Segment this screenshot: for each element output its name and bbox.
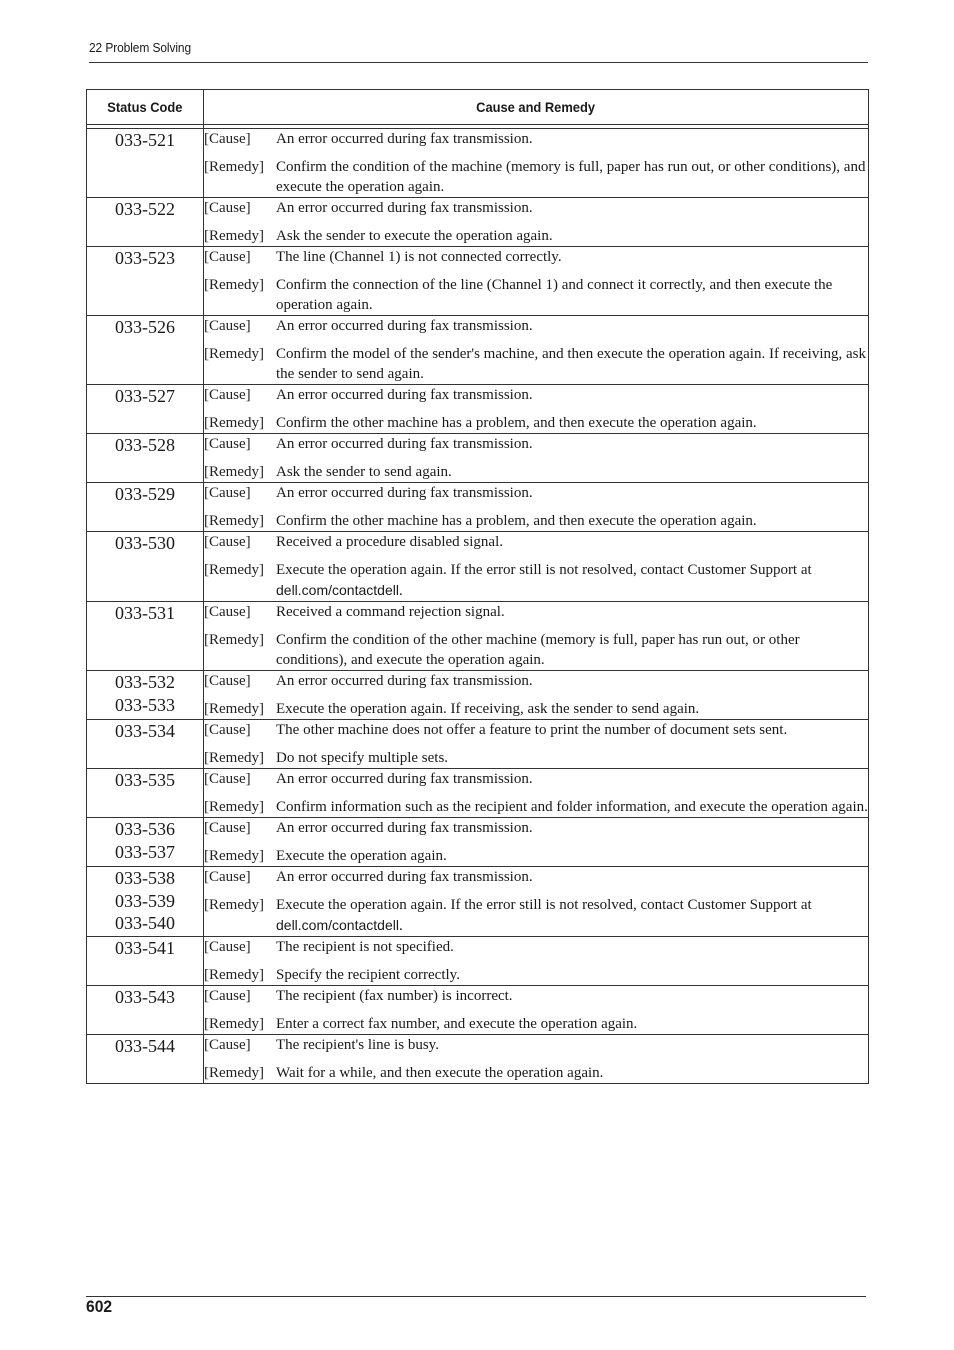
remedy-tag: [Remedy] (204, 632, 264, 648)
remedy-tag: [Remedy] (204, 513, 264, 529)
remedy-text: Confirm the other machine has a problem, and then execute the operation again. (276, 415, 757, 431)
remedy-text-wrap (276, 511, 868, 531)
remedy-tag: [Remedy] (204, 159, 264, 175)
remedy-text: Confirm information such as the recipient and folder information, and execute the operation again. (276, 799, 868, 815)
status-code-cell (87, 532, 204, 602)
table-row (87, 434, 869, 483)
status-code: 033-521 (115, 130, 175, 150)
remedy-text-end: . (398, 918, 403, 934)
table-header-row (87, 90, 869, 125)
cause-remedy-cell (204, 818, 869, 867)
status-code: 033-527 (115, 386, 175, 406)
cause-tag: [Cause] (204, 436, 251, 452)
remedy-tag: [Remedy] (204, 464, 264, 480)
table-row (87, 602, 869, 671)
remedy-tag: [Remedy] (204, 799, 264, 815)
cause-remedy-cell (204, 129, 869, 198)
status-code: 033-526 (115, 317, 175, 337)
cause-remedy-cell (204, 483, 869, 532)
remedy-line (204, 1063, 868, 1083)
remedy-text: Confirm the condition of the other machine (memory is full, paper has run out, or other conditions), and execute the operation again. (276, 632, 800, 668)
cause-line (204, 602, 868, 622)
status-code: 033-523 (115, 248, 175, 268)
cause-text: An error occurred during fax transmission. (276, 131, 533, 147)
status-code: 033-534 (115, 721, 175, 741)
remedy-text: Wait for a while, and then execute the operation again. (276, 1065, 604, 1081)
cause-text: Received a command rejection signal. (276, 604, 505, 620)
cause-line (204, 720, 868, 740)
cause-text: The recipient (fax number) is incorrect. (276, 988, 513, 1004)
table-row (87, 937, 869, 986)
cause-line (204, 867, 868, 887)
header-rule (89, 62, 868, 63)
remedy-text: Specify the recipient correctly. (276, 967, 460, 983)
status-code: 033-529 (115, 484, 175, 504)
status-code: 033-541 (115, 938, 175, 958)
table-body (87, 129, 869, 1084)
support-link[interactable]: dell.com/contactdell (276, 917, 399, 933)
cause-remedy-cell (204, 602, 869, 671)
remedy-text: Confirm the other machine has a problem, and then execute the operation again. (276, 513, 757, 529)
cause-remedy-cell (204, 986, 869, 1035)
remedy-text: Execute the operation again. If the error still is not resolved, contact Customer Support at (276, 897, 812, 913)
status-code: 033-535 (115, 770, 175, 790)
cause-tag: [Cause] (204, 673, 251, 689)
cause-remedy-cell (204, 1035, 869, 1084)
cause-text: An error occurred during fax transmission. (276, 387, 533, 403)
remedy-text: Execute the operation again. If the error still is not resolved, contact Customer Support at (276, 562, 812, 578)
table-row (87, 532, 869, 602)
remedy-tag: [Remedy] (204, 228, 264, 244)
cause-line (204, 769, 868, 789)
remedy-text: Do not specify multiple sets. (276, 750, 449, 766)
remedy-text-wrap (276, 226, 868, 246)
status-code: 033-537 (115, 841, 175, 862)
cause-remedy-cell (204, 937, 869, 986)
cause-tag: [Cause] (204, 722, 251, 738)
status-code-cell (87, 1035, 204, 1084)
remedy-line (204, 511, 868, 531)
remedy-text: Execute the operation again. If receiving, ask the sender to send again. (276, 701, 700, 717)
cause-line (204, 385, 868, 405)
cause-text: An error occurred during fax transmission. (276, 673, 533, 689)
cause-remedy-cell (204, 867, 869, 937)
status-code-cell (87, 602, 204, 671)
table-row (87, 818, 869, 867)
cause-text: An error occurred during fax transmission. (276, 771, 533, 787)
cause-tag: [Cause] (204, 939, 251, 955)
status-code: 033-540 (115, 913, 175, 933)
cause-remedy-cell (204, 769, 869, 818)
remedy-text-wrap (276, 895, 868, 936)
cause-text: The line (Channel 1) is not connected correctly. (276, 249, 562, 265)
remedy-text-wrap (276, 344, 868, 384)
remedy-line (204, 344, 868, 384)
remedy-line (204, 797, 868, 817)
cause-line (204, 818, 868, 838)
status-code-cell (87, 483, 204, 532)
cause-text: An error occurred during fax transmission. (276, 200, 533, 216)
status-code-cell (87, 769, 204, 818)
cause-line (204, 532, 868, 552)
cause-tag: [Cause] (204, 988, 251, 1004)
status-code-cell (87, 986, 204, 1035)
status-code: 033-533 (115, 694, 175, 715)
cause-line (204, 986, 868, 1006)
remedy-line (204, 748, 868, 768)
remedy-tag: [Remedy] (204, 562, 264, 578)
status-code: 033-528 (115, 435, 175, 455)
cause-line (204, 198, 868, 218)
remedy-text-wrap (276, 797, 868, 817)
cause-line (204, 1035, 868, 1055)
status-code: 033-538 (115, 868, 175, 888)
cause-text: An error occurred during fax transmission. (276, 318, 533, 334)
cause-tag: [Cause] (204, 771, 251, 787)
table-row (87, 769, 869, 818)
table-row (87, 385, 869, 434)
remedy-line (204, 1014, 868, 1034)
cause-line (204, 247, 868, 267)
status-code: 033-539 (115, 890, 175, 911)
table-row (87, 129, 869, 198)
cause-tag: [Cause] (204, 318, 251, 334)
remedy-text: Enter a correct fax number, and execute the operation again. (276, 1016, 638, 1032)
column-header-status-code: Status Code (87, 90, 204, 125)
remedy-text: Ask the sender to send again. (276, 464, 452, 480)
cause-tag: [Cause] (204, 1037, 251, 1053)
remedy-text: Confirm the connection of the line (Channel 1) and connect it correctly, and then execute the operation again. (276, 277, 833, 313)
cause-line (204, 129, 868, 149)
status-code: 033-544 (115, 1036, 175, 1056)
remedy-text: Ask the sender to execute the operation again. (276, 228, 553, 244)
cause-line (204, 937, 868, 957)
cause-text: An error occurred during fax transmission. (276, 436, 533, 452)
status-code-cell (87, 937, 204, 986)
cause-tag: [Cause] (204, 869, 251, 885)
remedy-text: Confirm the condition of the machine (memory is full, paper has run out, or other conditions), and execute the operation again. (276, 159, 866, 195)
status-code-table (86, 89, 869, 1084)
remedy-text-wrap (276, 846, 868, 866)
remedy-line (204, 630, 868, 670)
remedy-line (204, 157, 868, 197)
remedy-text-wrap (276, 965, 868, 985)
status-code-table-wrap (86, 89, 868, 1084)
cause-remedy-cell (204, 247, 869, 316)
remedy-text: Execute the operation again. (276, 848, 447, 864)
table-row (87, 198, 869, 247)
status-code: 033-532 (115, 672, 175, 692)
status-code: 033-543 (115, 987, 175, 1007)
status-code: 033-531 (115, 603, 175, 623)
cause-line (204, 671, 868, 691)
cause-tag: [Cause] (204, 249, 251, 265)
cause-remedy-cell (204, 532, 869, 602)
remedy-text-wrap (276, 560, 868, 601)
remedy-line (204, 846, 868, 866)
cause-text: The recipient is not specified. (276, 939, 454, 955)
cause-tag: [Cause] (204, 131, 251, 147)
remedy-text-wrap (276, 462, 868, 482)
remedy-tag: [Remedy] (204, 277, 264, 293)
status-code-cell (87, 385, 204, 434)
remedy-text: Confirm the model of the sender's machine, and then execute the operation again. If receiving, ask the sender to send again. (276, 346, 866, 382)
page-number: 602 (86, 1297, 113, 1316)
remedy-tag: [Remedy] (204, 848, 264, 864)
cause-tag: [Cause] (204, 534, 251, 550)
table-row (87, 986, 869, 1035)
status-code-cell (87, 720, 204, 769)
remedy-text-wrap (276, 699, 868, 719)
status-code-cell (87, 818, 204, 867)
cause-tag: [Cause] (204, 200, 251, 216)
status-code: 033-536 (115, 819, 175, 839)
remedy-line (204, 413, 868, 433)
remedy-text-end: . (398, 583, 403, 599)
cause-text: Received a procedure disabled signal. (276, 534, 503, 550)
status-code-cell (87, 247, 204, 316)
remedy-tag: [Remedy] (204, 701, 264, 717)
remedy-line (204, 965, 868, 985)
remedy-line (204, 560, 868, 601)
footer-rule (86, 1296, 866, 1297)
cause-line (204, 483, 868, 503)
cause-remedy-cell (204, 385, 869, 434)
cause-text: An error occurred during fax transmission. (276, 485, 533, 501)
cause-tag: [Cause] (204, 387, 251, 403)
remedy-text-wrap (276, 413, 868, 433)
status-code-cell (87, 316, 204, 385)
remedy-text-wrap (276, 157, 868, 197)
remedy-tag: [Remedy] (204, 967, 264, 983)
remedy-line (204, 895, 868, 936)
table-row (87, 671, 869, 720)
remedy-line (204, 699, 868, 719)
remedy-text-wrap (276, 275, 868, 315)
remedy-line (204, 226, 868, 246)
remedy-tag: [Remedy] (204, 1016, 264, 1032)
table-row (87, 867, 869, 937)
cause-text: An error occurred during fax transmission. (276, 869, 533, 885)
table-row (87, 247, 869, 316)
remedy-line (204, 275, 868, 315)
cause-text: The recipient's line is busy. (276, 1037, 439, 1053)
support-link[interactable]: dell.com/contactdell (276, 582, 399, 598)
table-row (87, 483, 869, 532)
status-code-cell (87, 434, 204, 483)
cause-remedy-cell (204, 720, 869, 769)
cause-line (204, 434, 868, 454)
remedy-tag: [Remedy] (204, 346, 264, 362)
cause-remedy-cell (204, 671, 869, 720)
cause-remedy-cell (204, 198, 869, 247)
cause-tag: [Cause] (204, 485, 251, 501)
cause-text: An error occurred during fax transmission. (276, 820, 533, 836)
running-head: 22 Problem Solving (89, 40, 192, 55)
remedy-tag: [Remedy] (204, 897, 264, 913)
remedy-text-wrap (276, 748, 868, 768)
table-row (87, 316, 869, 385)
remedy-line (204, 462, 868, 482)
status-code-cell (87, 129, 204, 198)
remedy-text-wrap (276, 1063, 868, 1083)
remedy-text-wrap (276, 630, 868, 670)
status-code-cell (87, 198, 204, 247)
status-code: 033-530 (115, 533, 175, 553)
status-code-cell (87, 867, 204, 937)
remedy-tag: [Remedy] (204, 750, 264, 766)
remedy-tag: [Remedy] (204, 1065, 264, 1081)
cause-remedy-cell (204, 316, 869, 385)
table-row (87, 720, 869, 769)
column-header-cause-remedy: Cause and Remedy (204, 90, 869, 125)
table-row (87, 1035, 869, 1084)
cause-tag: [Cause] (204, 604, 251, 620)
remedy-tag: [Remedy] (204, 415, 264, 431)
cause-remedy-cell (204, 434, 869, 483)
cause-tag: [Cause] (204, 820, 251, 836)
cause-text: The other machine does not offer a feature to print the number of document sets sent. (276, 722, 788, 738)
status-code-cell (87, 671, 204, 720)
cause-line (204, 316, 868, 336)
remedy-text-wrap (276, 1014, 868, 1034)
status-code: 033-522 (115, 199, 175, 219)
